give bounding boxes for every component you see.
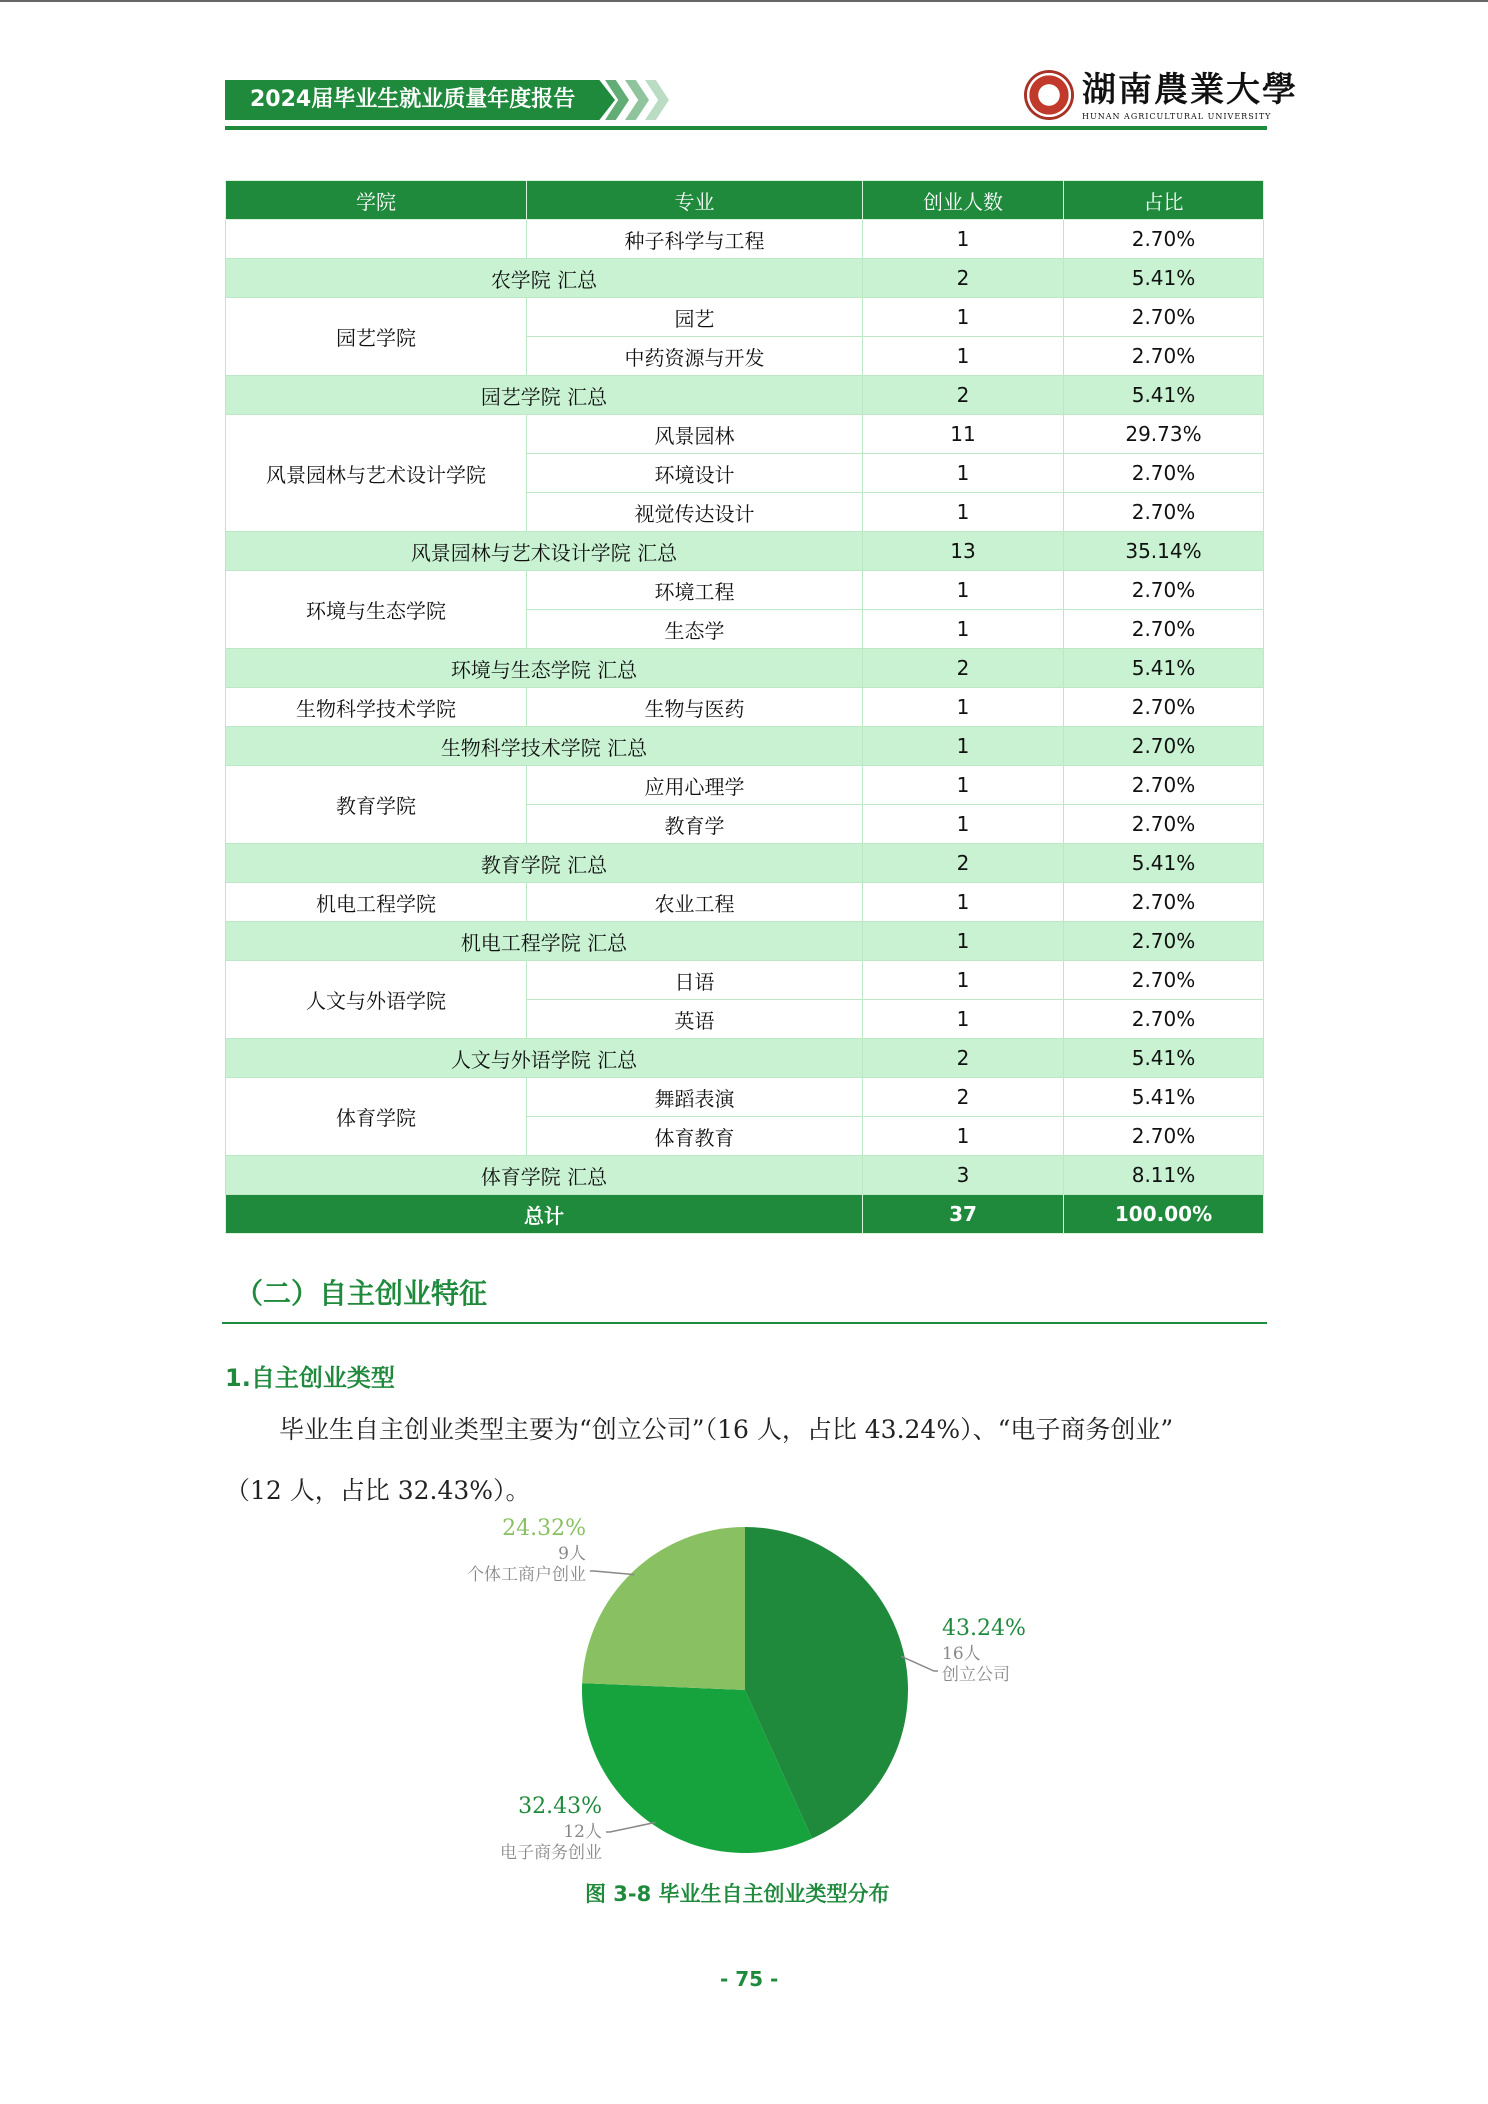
- subtotal-row: [226, 922, 1264, 961]
- subtotal-label-cell: 人文与外语学院 汇总: [226, 1039, 863, 1078]
- section-heading: （二）自主创业特征: [235, 1277, 488, 1310]
- slice-count-label: 12人: [563, 1822, 602, 1842]
- major-cell: 教育学: [527, 805, 863, 844]
- subtotal-label-cell: 风景园林与艺术设计学院 汇总: [226, 532, 863, 571]
- count-cell: 1: [863, 337, 1064, 376]
- ratio-cell: 2.70%: [1064, 610, 1264, 649]
- slice-category-label: 个体工商户创业: [467, 1565, 586, 1585]
- major-cell: 日语: [527, 961, 863, 1000]
- college-cell: [226, 220, 527, 259]
- column-header-college: 学院: [226, 181, 527, 220]
- ratio-cell: 5.41%: [1064, 1078, 1264, 1117]
- subtotal-label-cell: 农学院 汇总: [226, 259, 863, 298]
- ratio-cell: 2.70%: [1064, 805, 1264, 844]
- table-row: [226, 415, 1264, 454]
- ratio-cell: 2.70%: [1064, 883, 1264, 922]
- university-logo-text: 湖南農業大學: [1082, 70, 1298, 110]
- ratio-cell: 2.70%: [1064, 571, 1264, 610]
- college-cell: 生物科学技术学院: [226, 688, 527, 727]
- major-cell: 体育教育: [527, 1117, 863, 1156]
- pie-chart: [430, 1515, 1070, 1875]
- ratio-cell: 5.41%: [1064, 844, 1264, 883]
- major-cell: 生物与医药: [527, 688, 863, 727]
- count-cell: 2: [863, 376, 1064, 415]
- section-rule: [222, 1322, 1267, 1324]
- subtotal-row: [226, 532, 1264, 571]
- ratio-cell: 5.41%: [1064, 649, 1264, 688]
- subtotal-row: [226, 1156, 1264, 1195]
- subtotal-label-cell: 生物科学技术学院 汇总: [226, 727, 863, 766]
- count-cell: 2: [863, 844, 1064, 883]
- ratio-cell: 100.00%: [1064, 1195, 1264, 1234]
- subtotal-label-cell: 环境与生态学院 汇总: [226, 649, 863, 688]
- college-cell: 机电工程学院: [226, 883, 527, 922]
- subtotal-row: [226, 1039, 1264, 1078]
- top-border: [0, 0, 1488, 2]
- count-cell: 1: [863, 805, 1064, 844]
- college-cell: 环境与生态学院: [226, 571, 527, 649]
- leader-line-1: [606, 1822, 656, 1832]
- major-cell: 舞蹈表演: [527, 1078, 863, 1117]
- major-cell: 应用心理学: [527, 766, 863, 805]
- ratio-cell: 2.70%: [1064, 337, 1264, 376]
- ratio-cell: 2.70%: [1064, 766, 1264, 805]
- count-cell: 37: [863, 1195, 1064, 1234]
- ratio-cell: 2.70%: [1064, 1000, 1264, 1039]
- major-cell: 园艺: [527, 298, 863, 337]
- page-number: - 75 -: [720, 1967, 779, 1991]
- subtotal-label-cell: 园艺学院 汇总: [226, 376, 863, 415]
- count-cell: 11: [863, 415, 1064, 454]
- major-cell: 视觉传达设计: [527, 493, 863, 532]
- slice-percent-label: 43.24%: [942, 1616, 1026, 1641]
- total-label-cell: 总计: [226, 1195, 863, 1234]
- ratio-cell: 2.70%: [1064, 688, 1264, 727]
- ratio-cell: 2.70%: [1064, 298, 1264, 337]
- table-row: [226, 961, 1264, 1000]
- table-row: [226, 298, 1264, 337]
- university-logo-subtext: HUNAN AGRICULTURAL UNIVERSITY: [1082, 112, 1272, 121]
- ratio-cell: 2.70%: [1064, 727, 1264, 766]
- slice-category-label: 电子商务创业: [500, 1843, 602, 1863]
- ratio-cell: 2.70%: [1064, 493, 1264, 532]
- leader-line-0: [901, 1656, 938, 1671]
- count-cell: 1: [863, 493, 1064, 532]
- college-cell: 体育学院: [226, 1078, 527, 1156]
- subtotal-row: [226, 259, 1264, 298]
- slice-percent-label: 24.32%: [502, 1516, 586, 1541]
- column-header-count: 创业人数: [863, 181, 1064, 220]
- subtotal-row: [226, 649, 1264, 688]
- subtotal-row: [226, 376, 1264, 415]
- header-rule: [225, 126, 1267, 130]
- table-row: [226, 220, 1264, 259]
- count-cell: 1: [863, 961, 1064, 1000]
- subtotal-label-cell: 教育学院 汇总: [226, 844, 863, 883]
- count-cell: 1: [863, 766, 1064, 805]
- count-cell: 1: [863, 454, 1064, 493]
- subtotal-row: [226, 727, 1264, 766]
- subtotal-label-cell: 体育学院 汇总: [226, 1156, 863, 1195]
- major-cell: 生态学: [527, 610, 863, 649]
- count-cell: 1: [863, 1000, 1064, 1039]
- major-cell: 风景园林: [527, 415, 863, 454]
- count-cell: 3: [863, 1156, 1064, 1195]
- table-row: [226, 571, 1264, 610]
- ratio-cell: 2.70%: [1064, 961, 1264, 1000]
- table-header-row: [226, 181, 1264, 220]
- ratio-cell: 2.70%: [1064, 454, 1264, 493]
- column-header-ratio: 占比: [1064, 181, 1264, 220]
- count-cell: 1: [863, 727, 1064, 766]
- major-cell: 环境设计: [527, 454, 863, 493]
- ratio-cell: 5.41%: [1064, 376, 1264, 415]
- count-cell: 2: [863, 1078, 1064, 1117]
- subtotal-row: [226, 844, 1264, 883]
- subsection-heading: 1.自主创业类型: [225, 1364, 395, 1392]
- table-row: [226, 688, 1264, 727]
- entrepreneurship-table: [225, 180, 1264, 1234]
- major-cell: 农业工程: [527, 883, 863, 922]
- table-row: [226, 1078, 1264, 1117]
- pie-slice-2: [582, 1527, 745, 1690]
- university-emblem-icon: [1024, 70, 1074, 120]
- major-cell: 英语: [527, 1000, 863, 1039]
- count-cell: 1: [863, 298, 1064, 337]
- total-row: [226, 1195, 1264, 1234]
- ratio-cell: 2.70%: [1064, 220, 1264, 259]
- slice-count-label: 16人: [942, 1644, 981, 1664]
- major-cell: 种子科学与工程: [527, 220, 863, 259]
- count-cell: 13: [863, 532, 1064, 571]
- ratio-cell: 2.70%: [1064, 922, 1264, 961]
- count-cell: 1: [863, 922, 1064, 961]
- major-cell: 中药资源与开发: [527, 337, 863, 376]
- ratio-cell: 2.70%: [1064, 1117, 1264, 1156]
- count-cell: 1: [863, 1117, 1064, 1156]
- ratio-cell: 29.73%: [1064, 415, 1264, 454]
- subtotal-label-cell: 机电工程学院 汇总: [226, 922, 863, 961]
- figure-caption: 图 3-8 毕业生自主创业类型分布: [585, 1882, 890, 1906]
- ratio-cell: 5.41%: [1064, 259, 1264, 298]
- table-body: [226, 220, 1264, 1234]
- count-cell: 2: [863, 649, 1064, 688]
- ratio-cell: 35.14%: [1064, 532, 1264, 571]
- leader-line-2: [590, 1571, 634, 1575]
- major-cell: 环境工程: [527, 571, 863, 610]
- slice-percent-label: 32.43%: [518, 1794, 602, 1819]
- body-paragraph-line-2: （12 人，占比 32.43%）。: [225, 1476, 531, 1505]
- ratio-cell: 8.11%: [1064, 1156, 1264, 1195]
- college-cell: 园艺学院: [226, 298, 527, 376]
- count-cell: 1: [863, 610, 1064, 649]
- table-row: [226, 766, 1264, 805]
- college-cell: 风景园林与艺术设计学院: [226, 415, 527, 532]
- count-cell: 2: [863, 1039, 1064, 1078]
- count-cell: 1: [863, 571, 1064, 610]
- count-cell: 1: [863, 688, 1064, 727]
- table-row: [226, 883, 1264, 922]
- college-cell: 教育学院: [226, 766, 527, 844]
- count-cell: 1: [863, 220, 1064, 259]
- slice-count-label: 9人: [558, 1544, 586, 1564]
- column-header-major: 专业: [527, 181, 863, 220]
- body-paragraph-line-1: 毕业生自主创业类型主要为“创立公司”（16 人，占比 43.24%）、“电子商务创业”: [279, 1415, 1174, 1444]
- report-title: 2024届毕业生就业质量年度报告: [250, 87, 576, 112]
- count-cell: 2: [863, 259, 1064, 298]
- college-cell: 人文与外语学院: [226, 961, 527, 1039]
- count-cell: 1: [863, 883, 1064, 922]
- slice-category-label: 创立公司: [942, 1665, 1010, 1685]
- ratio-cell: 5.41%: [1064, 1039, 1264, 1078]
